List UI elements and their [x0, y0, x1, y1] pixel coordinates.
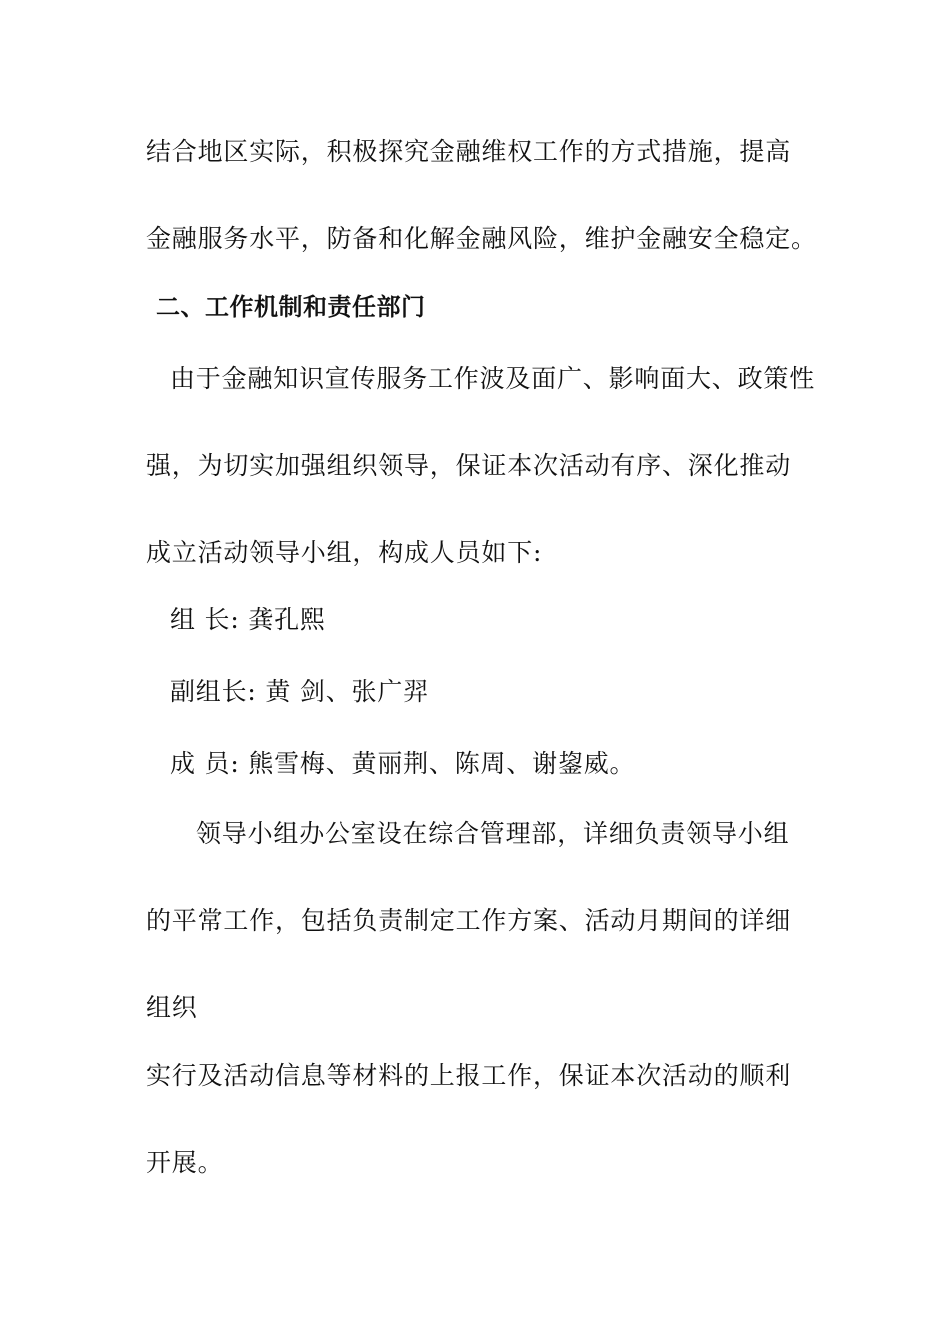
paragraph-line: 组织 [146, 993, 198, 1022]
members-line: 成 员: 熊雪梅、黄丽荆、陈周、谢鋆威。 [170, 749, 636, 778]
paragraph-line: 领导小组办公室设在综合管理部，详细负责领导小组 [196, 819, 790, 848]
paragraph-line: 结合地区实际，积极探究金融维权工作的方式措施，提高 [146, 137, 792, 166]
paragraph-line: 的平常工作，包括负责制定工作方案、活动月期间的详细 [146, 906, 792, 935]
paragraph-line: 金融服务水平，防备和化解金融风险，维护金融安全稳定。 [146, 224, 817, 253]
leader-line: 组 长: 龚孔熙 [170, 605, 326, 634]
section-heading: 二、工作机制和责任部门 [156, 293, 426, 321]
paragraph-line: 强，为切实加强组织领导，保证本次活动有序、深化推动 [146, 451, 792, 480]
paragraph-line: 由于金融知识宣传服务工作波及面广、影响面大、政策性 [170, 364, 816, 393]
paragraph-line: 成立活动领导小组，构成人员如下: [146, 538, 543, 567]
deputy-leader-line: 副组长: 黄 剑、张广羿 [170, 677, 429, 706]
paragraph-line: 实行及活动信息等材料的上报工作，保证本次活动的顺利 [146, 1061, 792, 1090]
paragraph-line: 开展。 [146, 1148, 224, 1177]
